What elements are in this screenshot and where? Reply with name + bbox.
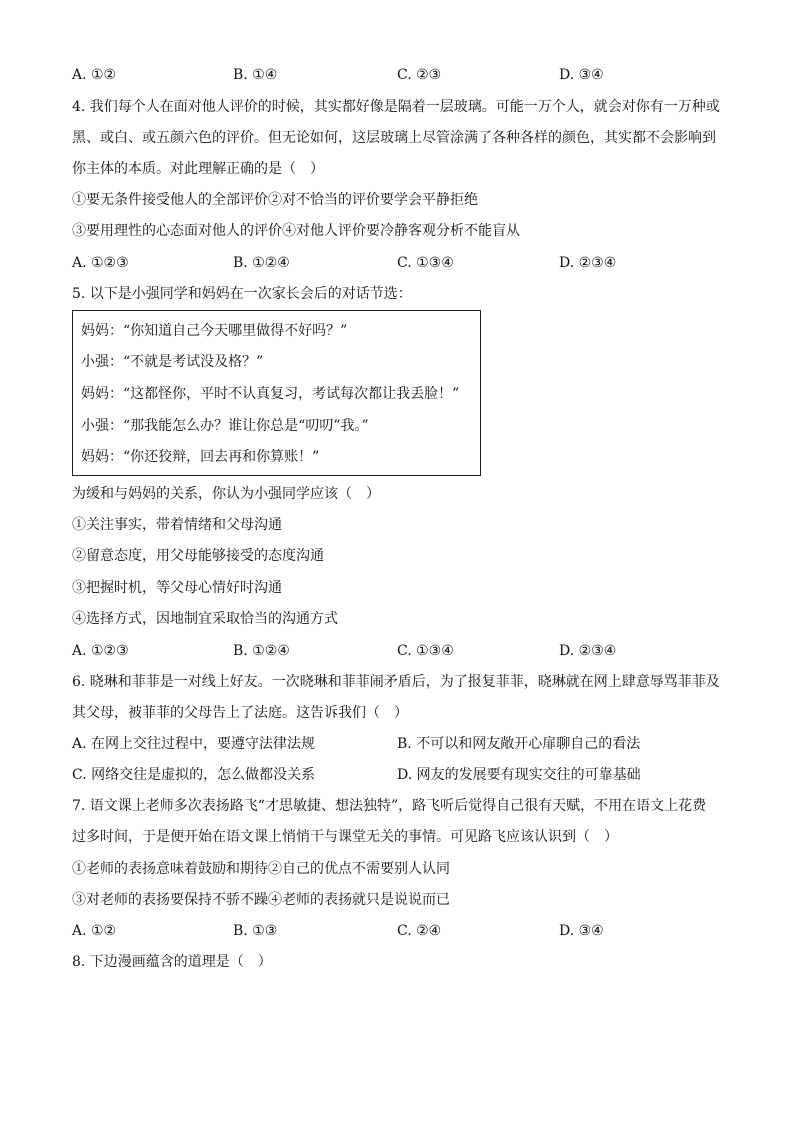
q6-option-d: D. 网友的发展要有现实交往的可靠基础 xyxy=(397,767,641,783)
q6-options-row-2 xyxy=(72,765,732,785)
q3-option-c: C. ②③ xyxy=(397,67,442,83)
q7-option-c: C. ②④ xyxy=(397,923,442,939)
dialog-line-2: 小强：“不就是考试没及格？” xyxy=(81,354,264,370)
dialog-line-3: 妈妈：“这都怪你，平时不认真复习，考试每次都让我丢脸！” xyxy=(81,386,460,402)
q4-stem-line-1: 4. 我们每个人在面对他人评价的时候，其实都好像是隔着一层玻璃。可能一万个人，就会对你有一万种或 xyxy=(72,99,720,115)
q3-options xyxy=(72,65,732,85)
q5-question: 为缓和与妈妈的关系，你认为小强同学应该（ ） xyxy=(72,486,380,502)
q7-statement-1: ①老师的表扬意味着鼓励和期待②自己的优点不需要别人认同 xyxy=(72,861,450,877)
q5-option-c: C. ①③④ xyxy=(397,643,454,659)
q4-stem-line-3: 你主体的本质。对此理解正确的是（ ） xyxy=(72,161,324,177)
q5-options xyxy=(72,641,732,661)
q4-option-c: C. ①③④ xyxy=(397,255,454,271)
dialog-line-1: 妈妈：“你知道自己今天哪里做得不好吗？” xyxy=(81,323,348,339)
q6-options-row-1 xyxy=(72,734,732,754)
q7-option-d: D. ③④ xyxy=(559,923,604,939)
q6-stem-line-2: 其父母，被菲菲的父母告上了法庭。这告诉我们（ ） xyxy=(72,705,408,721)
q5-option-d: D. ②③④ xyxy=(559,643,617,659)
q4-options xyxy=(72,253,732,273)
q5-option-a: A. ①②③ xyxy=(72,643,129,659)
q5-statement-1: ①关注事实，带着情绪和父母沟通 xyxy=(72,517,282,533)
q7-stem-line-2: 过多时间，于是便开始在语文课上悄悄干与课堂无关的事情。可见路飞应该认识到（ ） xyxy=(72,829,618,845)
q5-stem: 5. 以下是小强同学和妈妈在一次家长会后的对话节选： xyxy=(72,286,412,302)
q7-statement-2: ③对老师的表扬要保持不骄不躁④老师的表扬就只是说说而已 xyxy=(72,892,450,908)
q3-option-d: D. ③④ xyxy=(559,67,604,83)
q4-statement-2: ③要用理性的心态面对他人的评价④对他人评价要冷静客观分析不能盲从 xyxy=(72,223,520,239)
q5-statement-4: ④选择方式，因地制宜采取恰当的沟通方式 xyxy=(72,611,338,627)
q5-dialog-box xyxy=(72,310,481,476)
dialog-line-5: 妈妈：“你还狡辩，回去再和你算账！” xyxy=(81,449,320,465)
q7-option-b: B. ①③ xyxy=(233,923,278,939)
q4-option-a: A. ①②③ xyxy=(72,255,129,271)
q4-option-d: D. ②③④ xyxy=(559,255,617,271)
q3-option-a: A. ①② xyxy=(72,67,117,83)
q3-option-b: B. ①④ xyxy=(233,67,278,83)
q6-option-b: B. 不可以和网友敞开心扉聊自己的看法 xyxy=(397,736,641,752)
q4-option-b: B. ①②④ xyxy=(233,255,290,271)
q5-statement-2: ②留意态度，用父母能够接受的态度沟通 xyxy=(72,548,324,564)
q7-options xyxy=(72,921,732,941)
q8-stem: 8. 下边漫画蕴含的道理是（ ） xyxy=(72,954,272,970)
dialog-line-4: 小强：“那我能怎么办？谁让你总是“叨叨”我。” xyxy=(81,418,369,434)
q6-stem-line-1: 6. 晓琳和菲菲是一对线上好友。一次晓琳和菲菲闹矛盾后，为了报复菲菲，晓琳就在网上肆意辱骂菲菲及 xyxy=(72,674,720,690)
q7-stem-line-1: 7. 语文课上老师多次表扬路飞“才思敏捷、想法独特”，路飞听后觉得自己很有天赋，不用在语文上花费 xyxy=(72,798,707,814)
q6-option-c: C. 网络交往是虚拟的，怎么做都没关系 xyxy=(72,767,316,783)
q6-option-a: A. 在网上交往过程中，要遵守法律法规 xyxy=(72,736,316,752)
q7-option-a: A. ①② xyxy=(72,923,117,939)
q5-statement-3: ③把握时机，等父母心情好时沟通 xyxy=(72,580,282,596)
q5-option-b: B. ①②④ xyxy=(233,643,290,659)
q4-statement-1: ①要无条件接受他人的全部评价②对不恰当的评价要学会平静拒绝 xyxy=(72,192,478,208)
q4-stem-line-2: 黑、或白、或五颜六色的评价。但无论如何，这层玻璃上尽管涂满了各种各样的颜色，其实都不会影响到 xyxy=(72,130,716,146)
